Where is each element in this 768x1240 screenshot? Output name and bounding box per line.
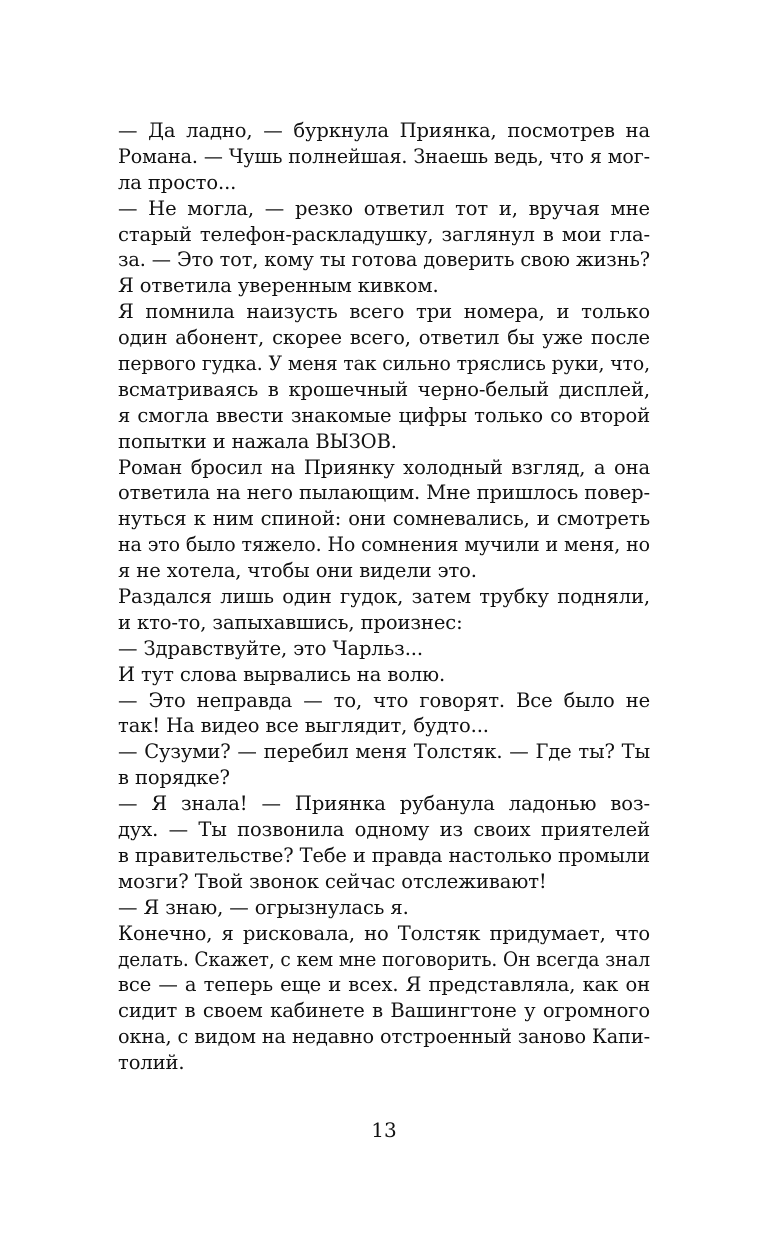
text-line: старый телефон-раскладушку, заглянул в мои гла- bbox=[118, 222, 650, 246]
text-line: сидит в своем кабинете в Вашингтоне у огромного bbox=[118, 999, 651, 1023]
text-line: и кто-то, запыхавшись, произнес: bbox=[118, 610, 463, 634]
text-line: дух. — Ты позвонила одному из своих приятелей bbox=[118, 818, 650, 842]
text-line: — Здравствуйте, это Чарльз... bbox=[118, 636, 423, 660]
text-line: попытки и нажала ВЫЗОВ. bbox=[118, 429, 397, 453]
text-line: на это было тяжело. Но сомнения мучили и меня, но bbox=[118, 533, 651, 557]
text-line: окна, с видом на недавно отстроенный заново Капи- bbox=[118, 1025, 650, 1049]
text-line: я смогла ввести знакомые цифры только со второй bbox=[118, 403, 651, 427]
text-line: за. — Это тот, кому ты готова доверить свою жизнь? bbox=[118, 248, 651, 272]
text-line: — Не могла, — резко ответил тот и, вручая мне bbox=[118, 196, 650, 220]
body-text bbox=[118, 118, 650, 1076]
text-line: ответила на него пылающим. Мне пришлось повер- bbox=[118, 481, 651, 505]
text-line: в порядке? bbox=[118, 766, 230, 790]
text-line: — Я знала! — Приянка рубанула ладонью воз- bbox=[118, 792, 650, 816]
text-line: толий. bbox=[118, 1051, 185, 1075]
page-number: 13 bbox=[371, 1118, 397, 1142]
text-line: Роман бросил на Приянку холодный взгляд, а она bbox=[118, 455, 651, 479]
text-line: Конечно, я рисковала, но Толстяк придумает, что bbox=[118, 921, 651, 945]
text-line: мозги? Твой звонок сейчас отслеживают! bbox=[118, 869, 547, 893]
text-line: — Сузуми? — перебил меня Толстяк. — Где ты? Ты bbox=[118, 740, 650, 764]
text-line: в правительстве? Тебе и правда настолько промыли bbox=[118, 843, 650, 867]
text-line: — Это неправда — то, что говорят. Все было не bbox=[118, 688, 651, 712]
text-line: делать. Скажет, с кем мне поговорить. Он всегда знал bbox=[118, 947, 650, 971]
text-line: Я ответила уверенным кивком. bbox=[118, 274, 439, 298]
text-line: Раздался лишь один гудок, затем трубку подняли, bbox=[118, 585, 651, 609]
text-line: так! На видео все выглядит, будто... bbox=[118, 714, 489, 738]
text-line: я не хотела, чтобы они видели это. bbox=[118, 559, 477, 583]
text-line: все — а теперь еще и всех. Я представляла, как он bbox=[118, 973, 650, 997]
text-line: ла просто... bbox=[118, 170, 237, 194]
text-line: — Я знаю, — огрызнулась я. bbox=[118, 895, 409, 919]
text-line: нуться к ним спиной: они сомневались, и смотреть bbox=[118, 507, 650, 531]
text-line: Я помнила наизусть всего три номера, и только bbox=[118, 300, 651, 324]
text-line: всматриваясь в крошечный черно-белый дисплей, bbox=[118, 377, 650, 401]
text-line: И тут слова вырвались на волю. bbox=[118, 662, 446, 686]
text-line: первого гудка. У меня так сильно тряслись руки, что, bbox=[118, 352, 650, 376]
text-line: один абонент, скорее всего, ответил бы уже после bbox=[118, 326, 650, 350]
text-line: — Да ладно, — буркнула Приянка, посмотрев на bbox=[118, 119, 650, 142]
text-line: Романа. — Чушь полнейшая. Знаешь ведь, что я мог- bbox=[118, 144, 651, 168]
